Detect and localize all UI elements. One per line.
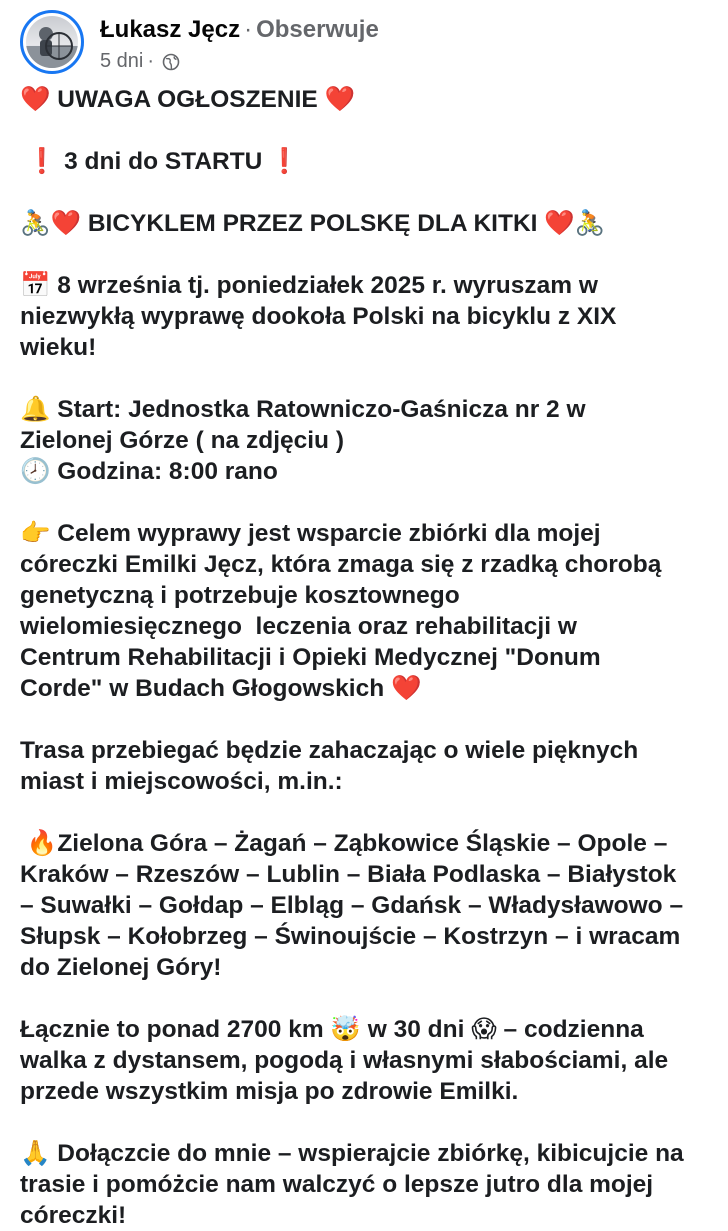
post-text-line: 🔥Zielona Góra – Żagań – Ząbkowice Śląskie – Opole – (20, 830, 668, 857)
paragraph-gap (20, 487, 715, 518)
paragraph-gap (20, 704, 715, 735)
post-text-line: 🕗 Godzina: 8:00 rano (20, 458, 278, 485)
post-time[interactable]: 5 dni (100, 50, 144, 72)
post-header (20, 10, 710, 80)
separator-dot: · (147, 50, 155, 72)
post-sub-line (100, 48, 379, 74)
post-text-line: niezwykłą wyprawę dookoła Polski na bicyklu z XIX (20, 303, 617, 330)
post-text-line: Słupsk – Kołobrzeg – Świnoujście – Kostrzyn – i wracam (20, 923, 681, 950)
post-text-line: Łącznie to ponad 2700 km 🤯 w 30 dni 😱 – codzienna (20, 1016, 644, 1043)
post-meta (100, 14, 379, 74)
post-text-line: trasie i pomóżcie nam walczyć o lepsze jutro dla mojej (20, 1171, 654, 1198)
post-text-line: walka z dystansem, pogodą i własnymi słabościami, ale (20, 1047, 669, 1074)
globe-icon[interactable] (162, 52, 180, 70)
post-text-line: 📅 8 września tj. poniedziałek 2025 r. wyruszam w (20, 272, 598, 299)
post-text-line: córeczki Emilki Jęcz, która zmaga się z rzadką chorobą (20, 551, 662, 578)
post-text-line: miast i miejscowości, m.in.: (20, 768, 343, 795)
post-text-line: Zielonej Górze ( na zdjęciu ) (20, 427, 344, 454)
separator-dot: · (244, 16, 253, 43)
post-text-line: Corde" w Budach Głogowskich ❤️ (20, 675, 422, 702)
post-text-line: 🔔 Start: Jednostka Ratowniczo-Gaśnicza nr 2 w (20, 396, 586, 423)
post-body (20, 84, 715, 1231)
author-line (100, 14, 379, 46)
paragraph-gap (20, 983, 715, 1014)
post-text-line: Trasa przebiegać będzie zahaczając o wiele pięknych (20, 737, 639, 764)
author-name[interactable]: Łukasz Jęcz (100, 16, 241, 43)
post-text-line: – Suwałki – Gołdap – Elbląg – Gdańsk – Władysławowo – (20, 892, 684, 919)
post-text-line: córeczki! (20, 1202, 127, 1229)
paragraph-gap (20, 115, 715, 146)
avatar[interactable] (20, 10, 84, 74)
post-text-line: 🙏 Dołączcie do mnie – wspierajcie zbiórkę, kibicujcie na (20, 1140, 684, 1167)
post-text-line: Centrum Rehabilitacji i Opieki Medycznej "Donum (20, 644, 601, 671)
paragraph-gap (20, 797, 715, 828)
post-text-line: wielomiesięcznego leczenia oraz rehabilitacji w (20, 613, 577, 640)
avatar-photo (26, 16, 78, 68)
post-text-line: ❤️ UWAGA OGŁOSZENIE ❤️ (20, 86, 356, 113)
follow-status[interactable]: Obserwuje (256, 16, 379, 43)
paragraph-gap (20, 177, 715, 208)
post-text-line: ❗ 3 dni do STARTU ❗ (20, 148, 300, 175)
paragraph-gap (20, 1107, 715, 1138)
post-text-line: do Zielonej Góry! (20, 954, 222, 981)
post-text-line: 👉 Celem wyprawy jest wsparcie zbiórki dla mojej (20, 520, 601, 547)
post-text-line: przede wszystkim misja po zdrowie Emilki. (20, 1078, 519, 1105)
post-text-line: genetyczną i potrzebuje kosztownego (20, 582, 460, 609)
paragraph-gap (20, 363, 715, 394)
post-text-line: wieku! (20, 334, 97, 361)
post-text-line: Kraków – Rzeszów – Lublin – Biała Podlaska – Białystok (20, 861, 677, 888)
post-text-line: 🚴❤️ BICYKLEM PRZEZ POLSKĘ DLA KITKI ❤️🚴 (20, 210, 606, 237)
paragraph-gap (20, 239, 715, 270)
